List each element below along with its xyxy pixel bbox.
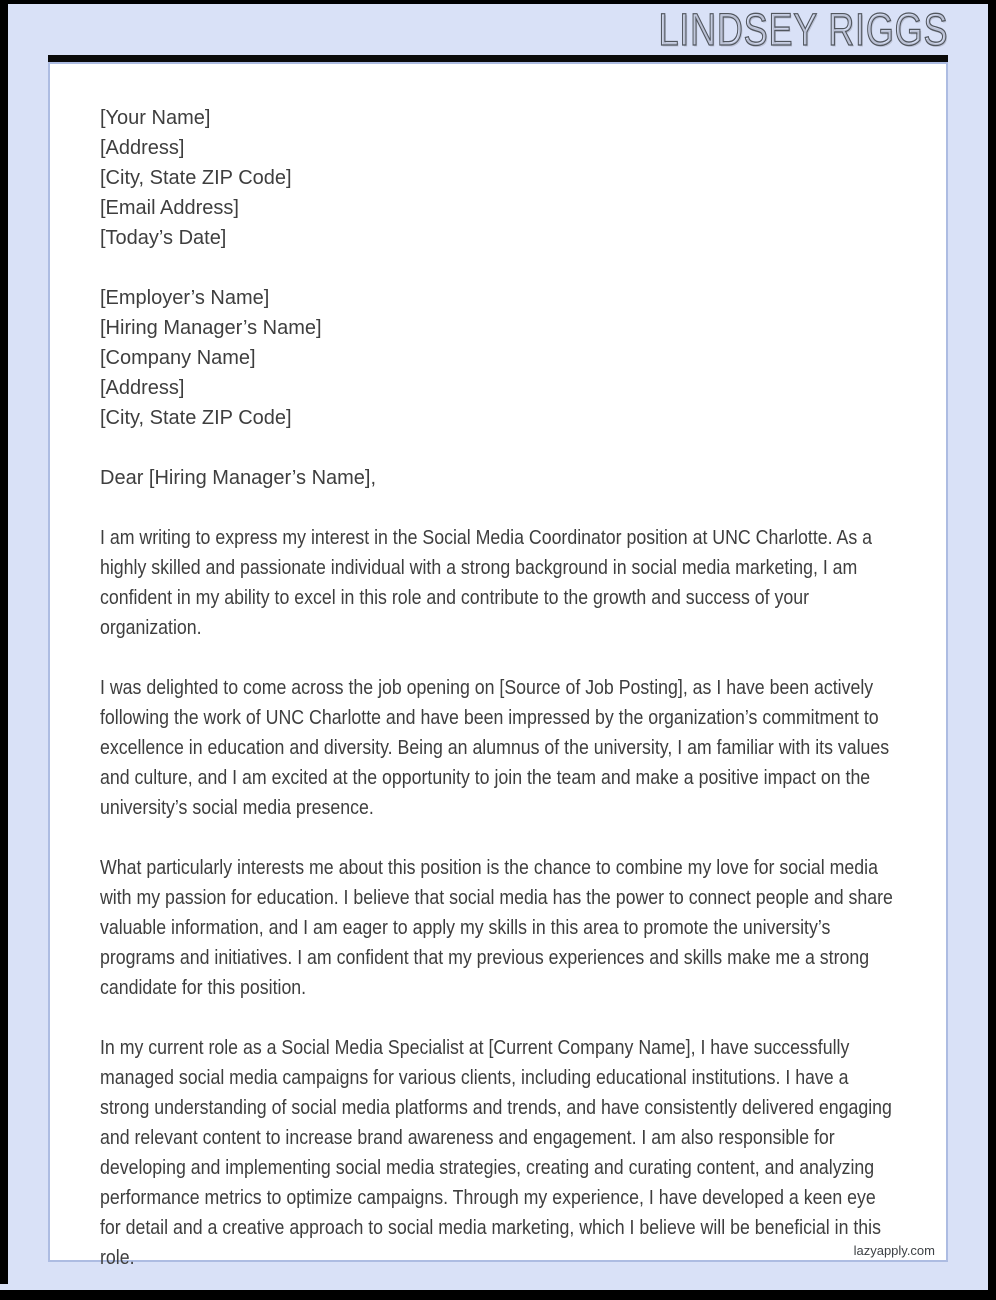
- sender-address-block: [100, 103, 946, 253]
- frame-border-left: [0, 0, 8, 1284]
- letterhead-rule: [48, 55, 948, 62]
- recipient-line: [Address]: [100, 377, 185, 399]
- letter-paragraph: I am writing to express my interest in the Social Media Coordinator position at UNC Charlotte. As a highly skilled and passionate individual with a strong background in social media marketing, I am confident in my ability to excel in this role and contribute to the growth and success of your organization.: [100, 527, 873, 639]
- sender-line: [Address]: [100, 137, 185, 159]
- sender-line: [Today’s Date]: [100, 227, 227, 249]
- frame-border-top: [0, 0, 996, 4]
- frame-border-right: [988, 0, 996, 1300]
- letterhead-name: LINDSEY RIGGS: [658, 4, 948, 55]
- watermark-text: lazyapply.com: [853, 1243, 935, 1258]
- sender-line: [Email Address]: [100, 197, 239, 219]
- frame-border-bottom: [0, 1290, 996, 1300]
- recipient-line: [Hiring Manager’s Name]: [100, 317, 322, 339]
- recipient-line: [Company Name]: [100, 347, 256, 369]
- recipient-line: [City, State ZIP Code]: [100, 407, 292, 429]
- letter-paragraph: In my current role as a Social Media Specialist at [Current Company Name], I have successfully managed social media campaigns for various clients, including educational institutions. I have a strong understanding of social media platforms and trends, and have consistently delivered engaging and relevant content to increase brand awareness and engagement. I am also responsible for developing and implementing social media strategies, creating and curating content, and analyzing performance metrics to optimize campaigns. Through my experience, I have developed a keen eye for detail and a creative approach to social media marketing, which I believe will be beneficial in this role.: [100, 1037, 892, 1269]
- salutation: Dear [Hiring Manager’s Name],: [100, 467, 377, 489]
- sender-line: [City, State ZIP Code]: [100, 167, 292, 189]
- sender-line: [Your Name]: [100, 107, 211, 129]
- recipient-address-block: [100, 283, 946, 433]
- letter-paragraph: What particularly interests me about this position is the chance to combine my love for social media with my passion for education. I believe that social media has the power to connect people and share valuable information, and I am eager to apply my skills in this area to promote the university’s programs and initiatives. I am confident that my previous experiences and skills make me a strong candidate for this position.: [100, 857, 893, 999]
- letter-paragraph: I was delighted to come across the job opening on [Source of Job Posting], as I have been actively following the work of UNC Charlotte and have been impressed by the organization’s commitment to excellence in education and diversity. Being an alumnus of the university, I am familiar with its values and culture, and I am excited at the opportunity to join the team and make a positive impact on the university’s social media presence.: [100, 677, 890, 819]
- recipient-line: [Employer’s Name]: [100, 287, 270, 309]
- letter-page: [48, 62, 948, 1269]
